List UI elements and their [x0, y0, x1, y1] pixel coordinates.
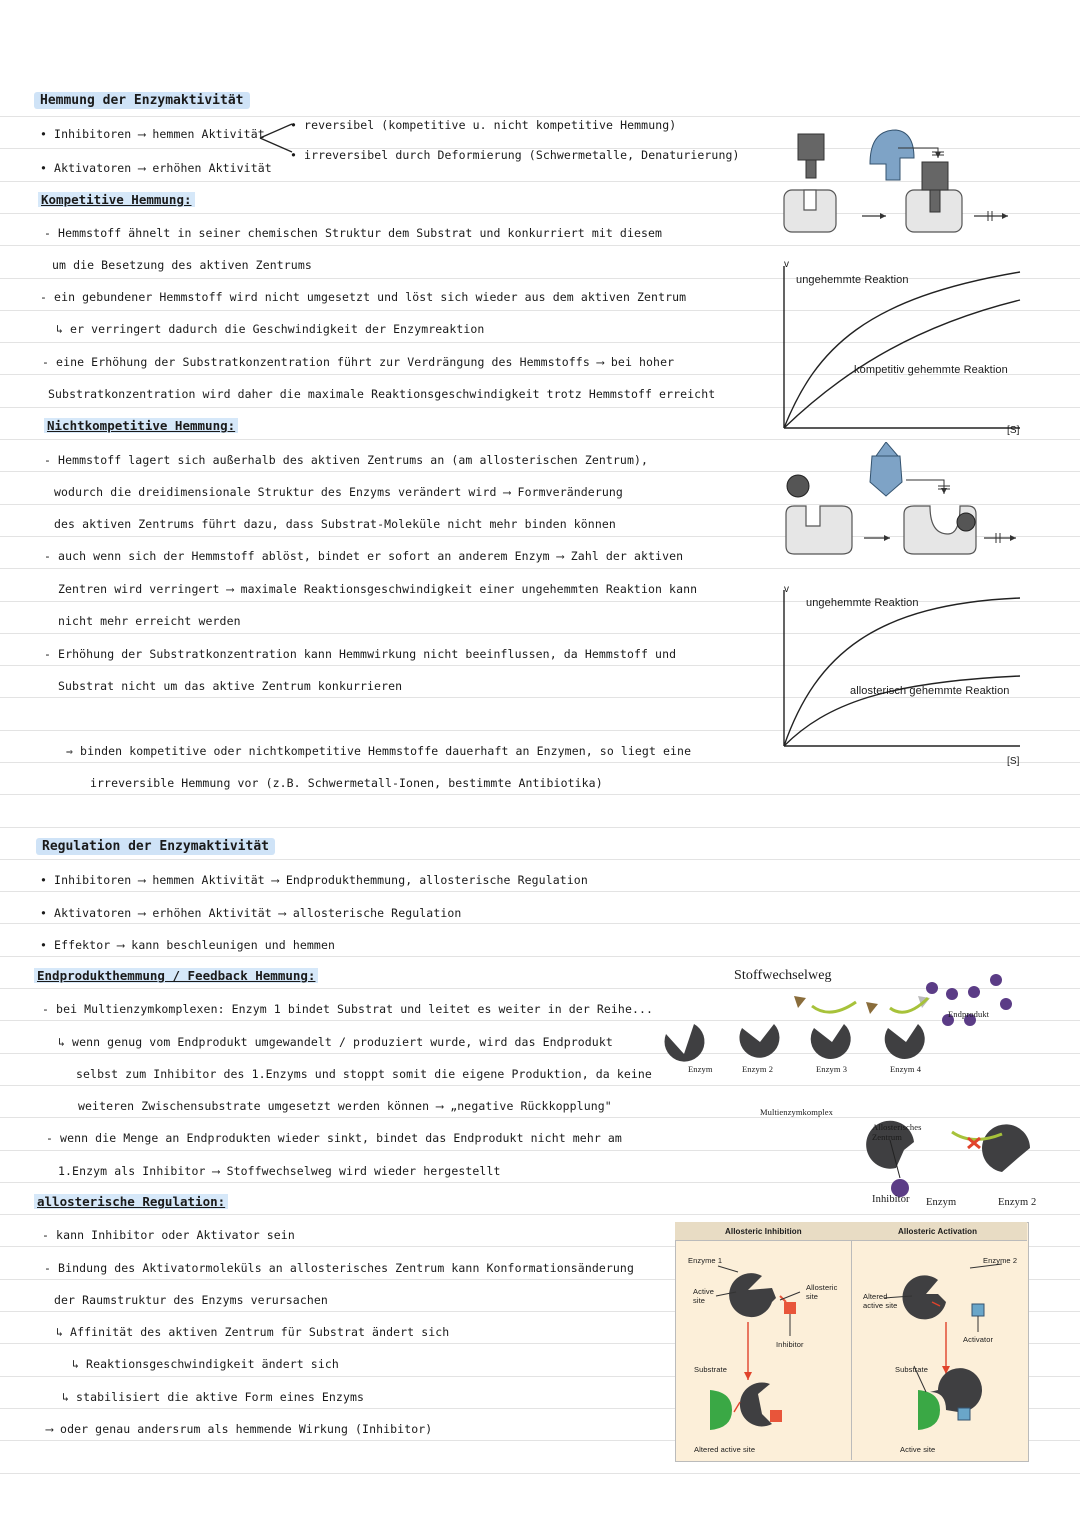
ruled-line	[0, 1473, 1080, 1474]
inhibitoren-line: • Inhibitoren ⟶ hemmen Aktivität	[40, 127, 265, 141]
branch-reversibel: • reversibel (kompetitive u. nicht kompetitive Hemmung)	[290, 118, 677, 132]
e-line-5: - wenn die Menge an Endprodukten wieder sinkt, bindet das Endprodukt nicht mehr am	[46, 1131, 622, 1145]
ruled-line	[0, 794, 1080, 795]
n-line-5: Zentren wird verringert ⟶ maximale Reaktionsgeschwindigkeit einer ungehemmten Reaktion kann	[58, 582, 698, 596]
ruled-line	[0, 568, 1080, 569]
pathway-enzym: Enzym	[926, 1197, 957, 1208]
allo-inhibition-title: Allosteric Inhibition	[725, 1227, 802, 1236]
ruled-line	[0, 827, 1080, 828]
pathway-product: Endprodukt	[948, 1009, 990, 1019]
kompetitiv-title: Kompetitive Hemmung:	[38, 192, 195, 207]
section2-title: Regulation der Enzymaktivität	[36, 838, 275, 855]
allo-active-site-bottom: Active site	[900, 1445, 936, 1454]
allo-enzyme2: Enzyme 2	[983, 1256, 1018, 1265]
competitive-inhibition-diagram	[778, 118, 1018, 238]
pathway-title: Stoffwechselweg	[734, 968, 832, 983]
graph-allosteric	[776, 584, 1026, 754]
n-line-3: des aktiven Zentrums führt dazu, dass Substrat-Moleküle nicht mehr binden können	[54, 517, 616, 531]
a-line-2: - Bindung des Aktivatormoleküls an allosterisches Zentrum kann Konformationsänderung	[44, 1261, 634, 1275]
pathway-complex: Multienzymkomplex	[760, 1107, 833, 1117]
k-line-2: um die Besetzung des aktiven Zentrums	[52, 258, 312, 272]
a-line-7: ⟶ oder genau andersrum als hemmende Wirkung (Inhibitor)	[46, 1422, 433, 1436]
f-line-1: ⇒ binden kompetitive oder nichtkompetitive Hemmstoffe dauerhaft an Enzymen, so liegt eine	[66, 744, 692, 758]
feedback-title: Endprodukthemmung / Feedback Hemmung:	[34, 968, 318, 983]
a-line-6: ↳ stabilisiert die aktive Form eines Enzyms	[62, 1390, 365, 1404]
f-line-2: irreversible Hemmung vor (z.B. Schwermetall-Ionen, bestimmte Antibiotika)	[90, 776, 603, 790]
pathway-enzym-3: Enzym 3	[816, 1064, 848, 1074]
r-line-1: • Inhibitoren ⟶ hemmen Aktivität ⟶ Endprodukthemmung, allosterische Regulation	[40, 873, 588, 887]
k-line-3: - ein gebundener Hemmstoff wird nicht umgesetzt und löst sich wieder aus dem aktiven Zentrum	[40, 290, 687, 304]
n-line-2: wodurch die dreidimensionale Struktur des Enzyms verändert wird ⟶ Formveränderung	[54, 485, 623, 499]
ruled-line	[0, 859, 1080, 860]
ruled-line	[0, 762, 1080, 763]
e-line-3: selbst zum Inhibitor des 1.Enzyms und stoppt somit die eigene Produktion, da keine	[76, 1067, 652, 1081]
pathway-inhibitor: Inhibitor	[872, 1194, 910, 1205]
ruled-line	[0, 923, 1080, 924]
pathway-diagram	[656, 972, 1056, 1202]
graph2-y: v	[784, 584, 790, 595]
ruled-line	[0, 891, 1080, 892]
r-line-3: • Effektor ⟶ kann beschleunigen und hemmen	[40, 938, 335, 952]
pathway-enzym2: Enzym 2	[998, 1197, 1037, 1208]
allo-substrate-right: Substrate	[895, 1365, 929, 1374]
ruled-line	[0, 956, 1080, 957]
graph2-top-label: ungehemmte Reaktion	[806, 597, 919, 609]
a-line-1: - kann Inhibitor oder Aktivator sein	[42, 1228, 295, 1242]
graph2-bottom-label: allosterisch gehemmte Reaktion	[850, 685, 1010, 697]
e-line-6: 1.Enzym als Inhibitor ⟶ Stoffwechselweg wird wieder hergestellt	[58, 1164, 501, 1178]
pathway-enzym-1: Enzym	[688, 1064, 713, 1074]
pathway-enzym-2: Enzym 2	[742, 1064, 774, 1074]
k-line-5: - eine Erhöhung der Substratkonzentration führt zur Verdrängung des Hemmstoffs ⟶ bei hoher	[42, 355, 675, 369]
n-line-1: - Hemmstoff lagert sich außerhalb des aktiven Zentrums an (am allosterischen Zentrum),	[44, 453, 649, 467]
e-line-4: weiteren Zwischensubstrate umgesetzt werden können ⟶ „negative Rückkopplung"	[78, 1099, 612, 1113]
branch-irreversibel: • irreversibel durch Deformierung (Schwermetalle, Denaturierung)	[290, 148, 740, 162]
pathway-enzym-4: Enzym 4	[890, 1064, 922, 1074]
ruled-line	[0, 1214, 1080, 1215]
allo-altered-active-right: Altered active site	[863, 1292, 898, 1310]
n-line-8: Substrat nicht um das aktive Zentrum konkurrieren	[58, 679, 403, 693]
allo-enzyme1: Enzyme 1	[688, 1256, 723, 1265]
section1-title: Hemmung der Enzymaktivität	[34, 92, 250, 109]
ruled-line	[0, 439, 1080, 440]
allo-inhibitor: Inhibitor	[776, 1340, 804, 1349]
allo-title: allosterische Regulation:	[34, 1194, 228, 1209]
ruled-line	[0, 116, 1080, 117]
pathway-allo-center: Allosterisches Zentrum	[872, 1122, 922, 1142]
aktivatoren-line: • Aktivatoren ⟶ erhöhen Aktivität	[40, 161, 272, 175]
graph1-bottom-label: kompetitiv gehemmte Reaktion	[854, 364, 1008, 376]
allosteric-diagram	[676, 1242, 1026, 1458]
k-line-1: - Hemmstoff ähnelt in seiner chemischen Struktur dem Substrat und konkurriert mit diesem	[44, 226, 663, 240]
allo-substrate-left: Substrate	[694, 1365, 728, 1374]
allo-activator: Activator	[963, 1335, 994, 1344]
n-line-4: - auch wenn sich der Hemmstoff ablöst, bindet er sofort an anderem Enzym ⟶ Zahl der aktiven	[44, 549, 684, 563]
nichtkompetitiv-title: Nichtkompetitive Hemmung:	[44, 418, 238, 433]
graph1-x: [S]	[1007, 425, 1020, 436]
n-line-7: - Erhöhung der Substratkonzentration kann Hemmwirkung nicht beeinflussen, da Hemmstoff und	[44, 647, 677, 661]
allo-altered-active-bottom: Altered active site	[694, 1445, 756, 1454]
allo-allosteric-site: Allosteric site	[806, 1283, 838, 1301]
a-line-5: ↳ Reaktionsgeschwindigkeit ändert sich	[72, 1357, 339, 1371]
a-line-4: ↳ Affinität des aktiven Zentrum für Substrat ändert sich	[56, 1325, 450, 1339]
ruled-line	[0, 245, 1080, 246]
allo-activation-title: Allosteric Activation	[898, 1227, 978, 1236]
a-line-3: der Raumstruktur des Enzyms verursachen	[54, 1293, 328, 1307]
graph1-top-label: ungehemmte Reaktion	[796, 274, 909, 286]
k-line-6: Substratkonzentration wird daher die maximale Reaktionsgeschwindigkeit trotz Hemmstoff erreicht	[48, 387, 716, 401]
graph1-y: v	[784, 259, 790, 270]
e-line-2: ↳ wenn genug vom Endprodukt umgewandelt / produziert wurde, wird das Endprodukt	[58, 1035, 613, 1049]
e-line-1: - bei Multienzymkomplexen: Enzym 1 bindet Substrat und leitet es weiter in der Reihe...	[42, 1002, 654, 1016]
k-line-4: ↳ er verringert dadurch die Geschwindigkeit der Enzymreaktion	[56, 322, 485, 336]
r-line-2: • Aktivatoren ⟶ erhöhen Aktivität ⟶ allosterische Regulation	[40, 906, 462, 920]
n-line-6: nicht mehr erreicht werden	[58, 614, 241, 628]
graph2-x: [S]	[1007, 756, 1020, 767]
allo-active-site: Active site	[693, 1287, 715, 1305]
noncompetitive-inhibition-diagram	[780, 442, 1020, 562]
